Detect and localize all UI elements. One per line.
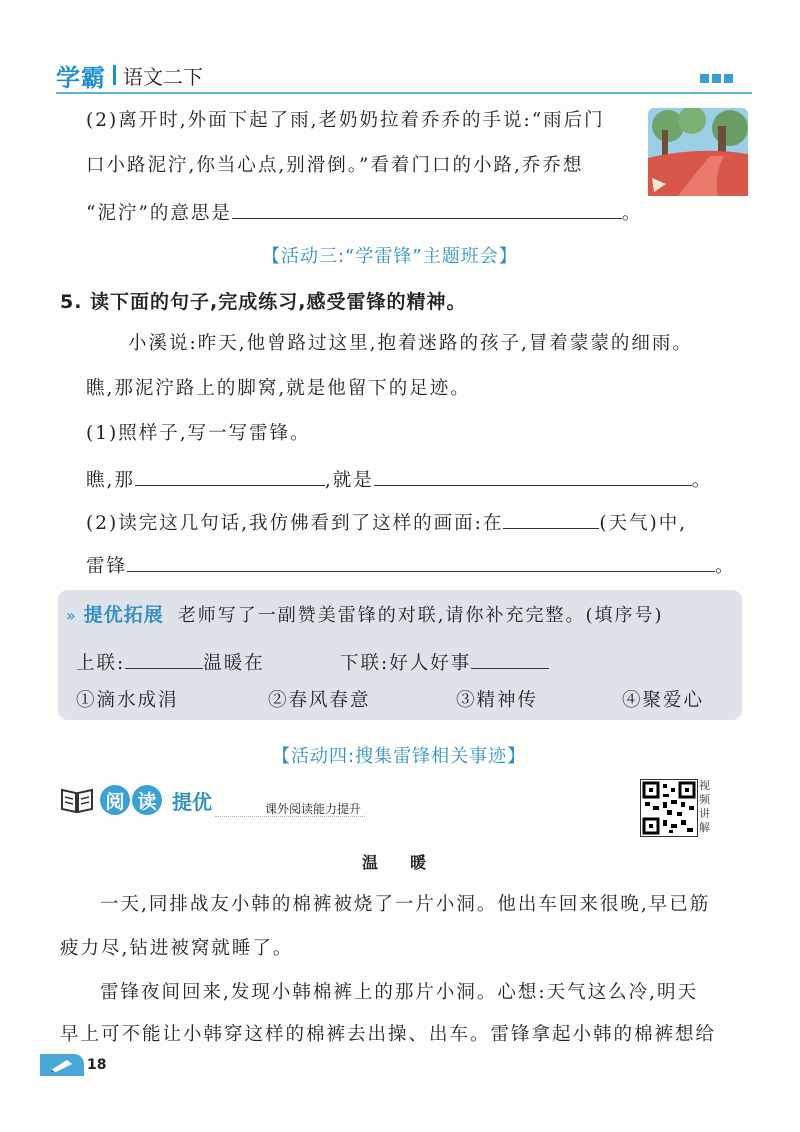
option-3: ③精神传: [456, 690, 539, 711]
lower-couplet: [340, 648, 549, 677]
story-p2-line-2: 早上可不能让小韩穿这样的棉裤去出操、出车。雷锋拿起小韩的棉裤想给: [60, 1024, 717, 1045]
activity-4-heading: 【活动四:搜集雷锋相关事迹】: [272, 746, 527, 767]
activity-3-heading: 【活动三:“学雷锋”主题班会】: [262, 246, 518, 267]
reading-subtitle: 课外阅读能力提升: [265, 802, 362, 816]
option-2: ②春风春意: [268, 690, 371, 711]
upper-couplet-label: 上联:: [76, 653, 126, 674]
q5-sub1-mid: ,就是: [324, 470, 374, 491]
rainy-path-illustration: [648, 108, 748, 196]
qr-code[interactable]: [640, 779, 698, 837]
q4-answer-blank[interactable]: [232, 198, 622, 219]
story-title: 温 暖: [362, 853, 427, 872]
q4-line-3: [86, 198, 642, 227]
story-p2-line-1: 雷锋夜间回来,发现小韩棉裤上的那片小洞。心想:天气这么冷,明天: [100, 982, 698, 1003]
q5-sub2-end: 。: [715, 556, 736, 577]
q4-prefix: “泥泞”的意思是: [86, 203, 232, 224]
q5-passage-line-2: 瞧,那泥泞路上的脚窝,就是他留下的足迹。: [86, 378, 471, 399]
q5-title: 5. 读下面的句子,完成练习,感受雷锋的精神。: [60, 291, 467, 313]
book-title: 语文二下: [123, 64, 203, 89]
qr-video-label: 视频讲解: [699, 779, 710, 834]
upper-couplet-blank[interactable]: [125, 648, 203, 669]
header-rule: [56, 92, 752, 94]
q5-sub2-start: (2)读完这几句话,我仿佛看到了这样的画面:在: [86, 513, 504, 534]
upper-couplet-text: 温暖在: [203, 653, 265, 674]
q5-sub1-blank-2[interactable]: [374, 465, 692, 486]
reading-char-2: 读: [132, 785, 162, 815]
q4-period: 。: [621, 203, 643, 224]
pencil-icon: [40, 1054, 84, 1076]
reading-banner: [60, 785, 212, 815]
story-p1-line-1: 一天,同排战友小韩的棉裤被烧了一片小洞。他出车回来很晚,早已筋: [100, 894, 711, 915]
q5-passage-line-1: 小溪说:昨天,他曾路过这里,抱着迷路的孩子,冒着蒙蒙的细雨。: [128, 333, 693, 354]
extension-instruction: 老师写了一副赞美雷锋的对联,请你补充完整。(填序号): [177, 605, 664, 626]
extension-title: 提优拓展: [83, 604, 164, 626]
q5-sub-1: (1)照样子,写一写雷锋。: [86, 423, 311, 444]
q5-sub2-blank-1[interactable]: [503, 508, 599, 529]
couplet-line: [76, 648, 265, 677]
brand-separator: [113, 65, 116, 85]
reading-dotted-rule: [215, 816, 365, 817]
q4-line-2: 口小路泥泞,你当心点,别滑倒。”看着门口的小路,乔乔想: [86, 155, 584, 176]
header-brand: [56, 60, 203, 90]
q5-sub-1-fill: [86, 465, 712, 494]
q5-sub1-start: 瞧,那: [86, 470, 135, 491]
page-number-tag: [40, 1054, 106, 1076]
option-1: ①滴水成涓: [76, 690, 179, 711]
page-number: 18: [87, 1057, 107, 1073]
q5-sub1-end: 。: [691, 470, 713, 491]
q5-sub-2: [86, 508, 687, 537]
q5-sub2-subject: 雷锋: [86, 556, 128, 577]
lower-couplet-label: 下联:好人好事: [340, 653, 472, 674]
reading-tiyou: 提优: [172, 789, 212, 814]
header-dots: [700, 74, 733, 83]
chevron-right-icon: »: [66, 606, 78, 625]
q4-line-1: (2)离开时,外面下起了雨,老奶奶拉着乔乔的手说:“雨后门: [86, 110, 605, 131]
brand-logo: 学霸: [56, 63, 106, 92]
option-4: ④聚爱心: [622, 690, 705, 711]
reading-char-1: 阅: [100, 785, 130, 815]
q5-sub-2-line-2: [86, 551, 736, 580]
extension-header: [66, 602, 664, 629]
story-p1-line-2: 疲力尽,钻进被窝就睡了。: [60, 938, 294, 959]
q5-sub2-blank-2[interactable]: [127, 551, 715, 572]
q5-sub1-blank-1[interactable]: [135, 465, 325, 486]
q5-sub2-mid: (天气)中,: [599, 513, 688, 534]
open-book-icon: [60, 786, 94, 814]
lower-couplet-blank[interactable]: [471, 648, 549, 669]
